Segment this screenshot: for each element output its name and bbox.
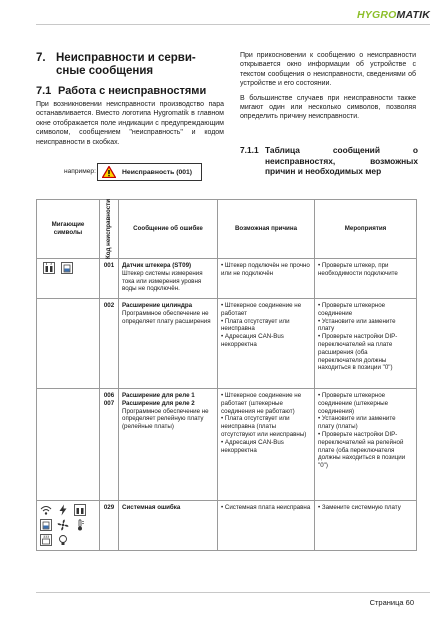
example-label: например: (64, 168, 96, 175)
warning-icon (102, 166, 116, 178)
intro-paragraph-right-1: При прикосновении к сообщению о неисправности открывается окно информации об устройстве с текстом сообщения о неисправности, сведениями об устройстве и его состоянии. (240, 52, 416, 88)
table-row (37, 501, 417, 551)
hygromatik-logo (357, 9, 430, 21)
row-code (100, 501, 119, 551)
subsubsection-number: 7.1.1 (240, 145, 259, 155)
row-action (315, 389, 417, 501)
error-indicator-example (97, 163, 202, 181)
cylinder-icon (43, 262, 55, 274)
header-code (100, 200, 119, 259)
row-message-desc: Программное обеспечение не определяет релейную плату (релейные платы) (122, 407, 209, 431)
row-code-1: 002 (103, 302, 115, 309)
row-message-desc: Программное обеспечение не определяет плату расширения (122, 309, 211, 325)
row-code-1: 001 (103, 262, 115, 269)
subsubsection-title: Таблица сообщений о неисправностях, возможных причин и необходимых мер (265, 145, 418, 176)
cause-item: • Адресация CAN-Bus некорректна (221, 438, 284, 454)
table-row (37, 389, 417, 501)
humidity-unit-icon (40, 534, 52, 546)
section-title-line2: сные сообщения (56, 65, 154, 77)
row-message-title: Расширение для реле 1 (122, 392, 195, 399)
row-symbols (37, 501, 100, 551)
temperature-icon (74, 519, 86, 531)
cause-item: • Плата отсутствует или неисправна (221, 317, 290, 333)
section-heading (36, 52, 226, 78)
row-symbols (37, 389, 100, 501)
lamp-icon (57, 534, 69, 546)
header-symbols: Мигающие символы (37, 200, 100, 259)
action-item: • Проверьте штекерное соединение (318, 302, 386, 317)
error-indicator-text: Неисправность (001) (122, 168, 193, 176)
fan-icon (57, 519, 69, 531)
action-item: • Проверьте настройки DIP-переключателей на релейной плате (оба переключателя должны находиться в позиции "0") (318, 430, 406, 470)
row-action (315, 501, 417, 551)
row-message-title: Датчик штекера (ST09) (122, 262, 192, 269)
action-item: • Установите или замените плату (платы) (318, 415, 396, 431)
lightning-icon (57, 504, 69, 516)
water-level-icon (61, 262, 73, 274)
header-divider (36, 24, 430, 25)
cause-item: • Плата отсутствует или неисправна (платы отсутствуют или неисправны) (221, 415, 307, 438)
row-symbols (37, 299, 100, 389)
cause-item: • Штекерное соединение не работает (штекерные соединения не работают) (221, 392, 302, 415)
action-item: • Проверьте штекерное соединение (штекерные соединения) (318, 392, 389, 415)
logo-part-1: HYGRO (357, 9, 397, 21)
subsection-heading (36, 85, 236, 97)
row-message-title: Расширение цилиндра (122, 302, 193, 309)
intro-text-right (240, 51, 416, 127)
row-cause (218, 259, 315, 299)
subsection-title: Работа с неисправностями (58, 85, 207, 97)
row-message-desc: Штекер системы измерения тока или измерения уровня воды не подключён. (122, 269, 203, 293)
cause-item: • Штекер подключён не прочно или не подключён (221, 262, 310, 277)
header-action: Мероприятия (315, 200, 417, 259)
cylinder-icon (74, 504, 86, 516)
page-number: Страница 60 (369, 598, 414, 607)
header-message: Сообщение об ошибке (119, 200, 218, 259)
action-item: • Проверьте настройки DIP-переключателей на плате расширения (оба переключателя должны находиться в позиции "0") (318, 333, 398, 372)
row-code (100, 389, 119, 501)
row-code (100, 299, 119, 389)
row-message-title-2: Расширение для реле 2 (122, 399, 195, 407)
header-cause: Возможная причина (218, 200, 315, 259)
action-item: • Замените системную плату (318, 504, 401, 511)
subsubsection-heading (240, 145, 418, 177)
row-message-title: Системная ошибка (122, 504, 181, 511)
row-code (100, 259, 119, 299)
cause-item: • Системная плата неисправна (221, 504, 311, 511)
footer-divider (36, 592, 430, 593)
table-row (37, 299, 417, 389)
row-action (315, 299, 417, 389)
wifi-icon (40, 504, 52, 516)
table-row (37, 259, 417, 299)
row-code-1: 006 (103, 392, 115, 399)
row-message (119, 259, 218, 299)
intro-paragraph-left: При возникновении неисправности производство пара останавливается. Вместо логотипа Hygromatik в главном окне отображается поле индикации с предупреждающим символом, сообщением "неисправность" и кодом неисправности в скобках. (36, 101, 224, 146)
row-cause (218, 389, 315, 501)
row-symbols (37, 259, 100, 299)
row-message (119, 389, 218, 501)
section-title-line1: Неисправности и серви- (56, 52, 196, 64)
row-code-1: 029 (103, 504, 115, 511)
logo-part-2: MATIK (396, 9, 430, 21)
water-level-icon (40, 519, 52, 531)
cause-item: • Адресация CAN-Bus некорректна (221, 333, 284, 348)
row-cause (218, 501, 315, 551)
row-code-2: 007 (103, 399, 115, 407)
row-message (119, 299, 218, 389)
intro-paragraph-right-2: В большинстве случаев при неисправности также мигают один или несколько символов, позволяя определить причину неисправности. (240, 94, 416, 121)
action-item: • Установите или замените плату (318, 317, 396, 333)
section-number: 7. (36, 52, 46, 64)
header-code-text: Код неисправности (105, 198, 113, 260)
action-item: • Проверьте штекер, при необходимости подключите (318, 262, 398, 277)
row-message (119, 501, 218, 551)
subsection-number: 7.1 (36, 85, 52, 97)
row-action (315, 259, 417, 299)
row-cause (218, 299, 315, 389)
cause-item: • Штекерное соединение не работает (221, 302, 302, 317)
error-table (36, 199, 417, 551)
error-table-header (37, 200, 417, 259)
